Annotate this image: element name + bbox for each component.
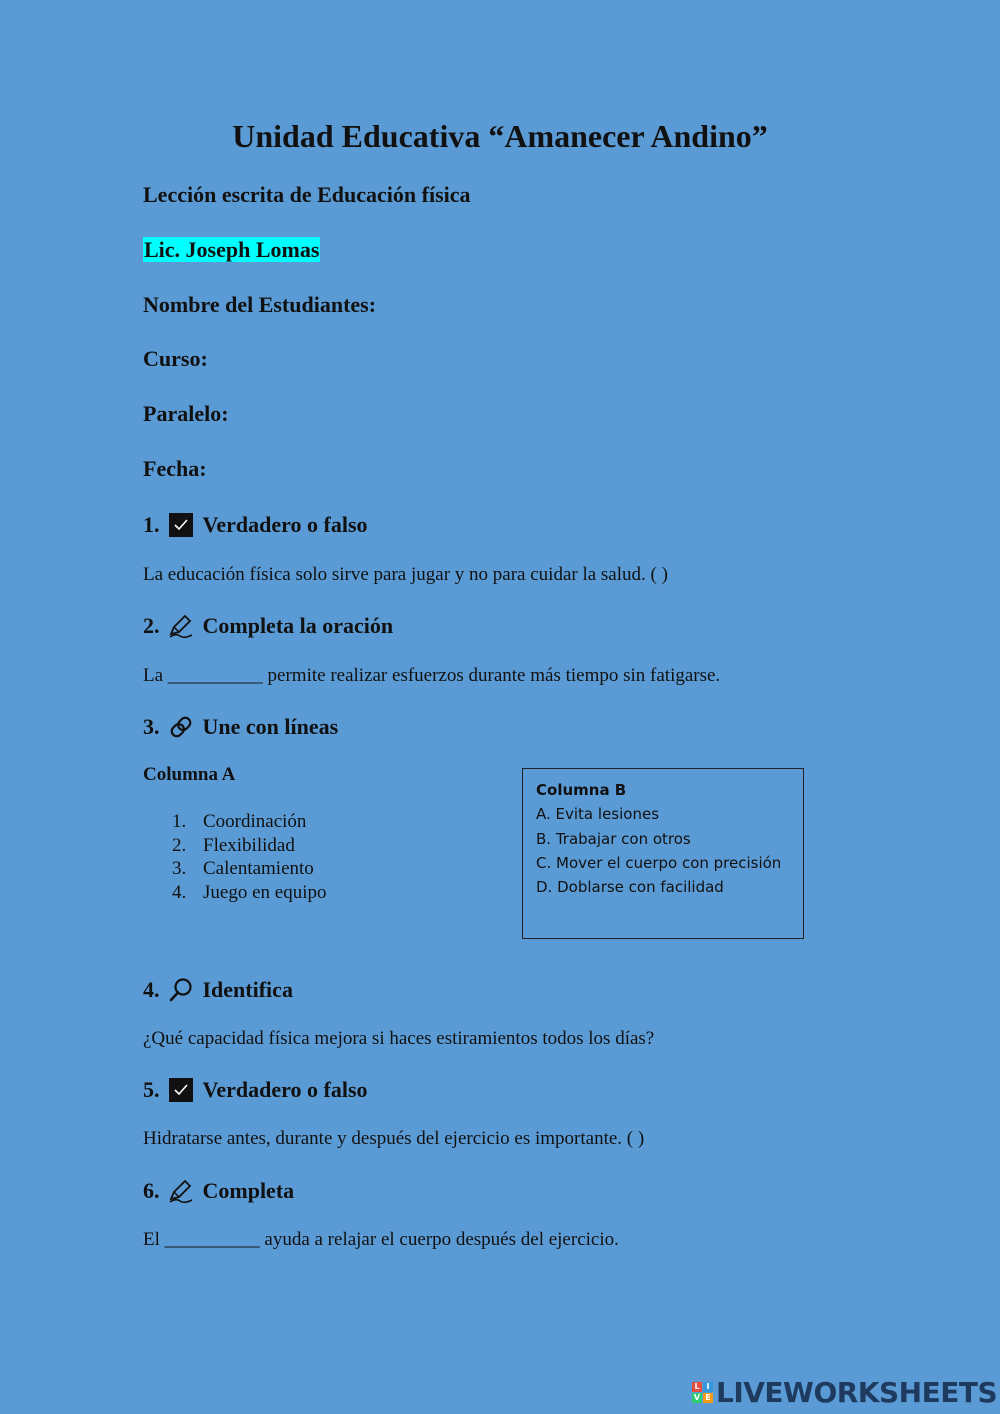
link-icon	[168, 714, 194, 740]
column-a-title: Columna A	[143, 764, 236, 785]
question-title: Completa la oración	[202, 613, 394, 638]
column-a-list	[172, 810, 326, 904]
column-b-item: B. Trabajar con otros	[536, 829, 691, 848]
logo-letter: I	[703, 1382, 713, 1392]
column-b-box	[522, 768, 804, 939]
field-date: Fecha:	[143, 456, 207, 481]
field-course: Curso:	[143, 346, 208, 371]
page-title: Unidad Educativa “Amanecer Andino”	[232, 118, 768, 154]
question-number: 1.	[143, 512, 160, 537]
teacher-name	[143, 237, 320, 263]
question-2-text: La __________ permite realizar esfuerzos durante más tiempo sin fatigarse.	[143, 665, 721, 686]
column-b-item: A. Evita lesiones	[536, 805, 660, 824]
logo-letter: E	[703, 1393, 713, 1403]
question-title: Verdadero o falso	[202, 512, 368, 537]
question-1-heading	[143, 512, 368, 538]
question-5-text: Hidratarse antes, durante y después del ejercicio es importante. ( )	[143, 1128, 645, 1149]
pencil-icon	[168, 613, 194, 639]
question-5-heading	[143, 1077, 368, 1103]
question-title: Completa	[202, 1178, 295, 1203]
question-number: 6.	[143, 1178, 160, 1203]
list-number: 1.	[172, 811, 187, 832]
list-label: Flexibilidad	[203, 834, 295, 856]
question-title: Verdadero o falso	[202, 1077, 368, 1102]
list-label: Calentamiento	[203, 858, 314, 880]
teacher-highlight: Lic. Joseph Lomas	[144, 237, 320, 262]
logo-mark-icon	[692, 1382, 714, 1404]
logo-text: LIVEWORKSHEETS	[716, 1376, 998, 1409]
column-b-item: D. Doblarse con facilidad	[536, 878, 724, 897]
question-number: 5.	[143, 1077, 160, 1102]
column-b-item: C. Mover el cuerpo con precisión	[536, 853, 782, 872]
magnifier-icon	[168, 977, 194, 1003]
check-box-icon	[168, 1077, 194, 1103]
pencil-icon	[168, 1178, 194, 1204]
list-item	[172, 834, 326, 858]
list-item	[172, 810, 326, 834]
question-6-heading	[143, 1178, 294, 1204]
liveworksheets-logo[interactable]	[692, 1376, 997, 1409]
column-b-title: Columna B	[536, 781, 627, 799]
list-number: 4.	[172, 881, 187, 903]
question-number: 4.	[143, 977, 160, 1002]
field-parallel: Paralelo:	[143, 401, 229, 426]
list-number: 2.	[172, 834, 187, 856]
question-4-text: ¿Qué capacidad física mejora si haces estiramientos todos los días?	[143, 1028, 655, 1049]
question-3-heading	[143, 714, 338, 740]
logo-letter: V	[693, 1392, 701, 1402]
question-number: 2.	[143, 613, 160, 638]
question-6-text: El __________ ayuda a relajar el cuerpo después del ejercicio.	[143, 1229, 619, 1250]
field-student-name: Nombre del Estudiantes:	[143, 292, 377, 317]
list-number: 3.	[172, 858, 187, 880]
list-item	[172, 857, 326, 881]
question-title: Une con líneas	[202, 714, 339, 739]
question-2-heading	[143, 613, 393, 639]
question-title: Identifica	[202, 977, 293, 1002]
logo-letter: L	[692, 1382, 702, 1392]
question-4-heading	[143, 977, 293, 1003]
list-item	[172, 881, 326, 905]
list-label: Coordinación	[203, 811, 307, 832]
question-number: 3.	[143, 714, 160, 739]
lesson-subtitle: Lección escrita de Educación física	[143, 182, 471, 207]
check-box-icon	[168, 512, 194, 538]
list-label: Juego en equipo	[203, 881, 327, 903]
question-1-text: La educación física solo sirve para jugar y no para cuidar la salud. ( )	[143, 564, 668, 585]
